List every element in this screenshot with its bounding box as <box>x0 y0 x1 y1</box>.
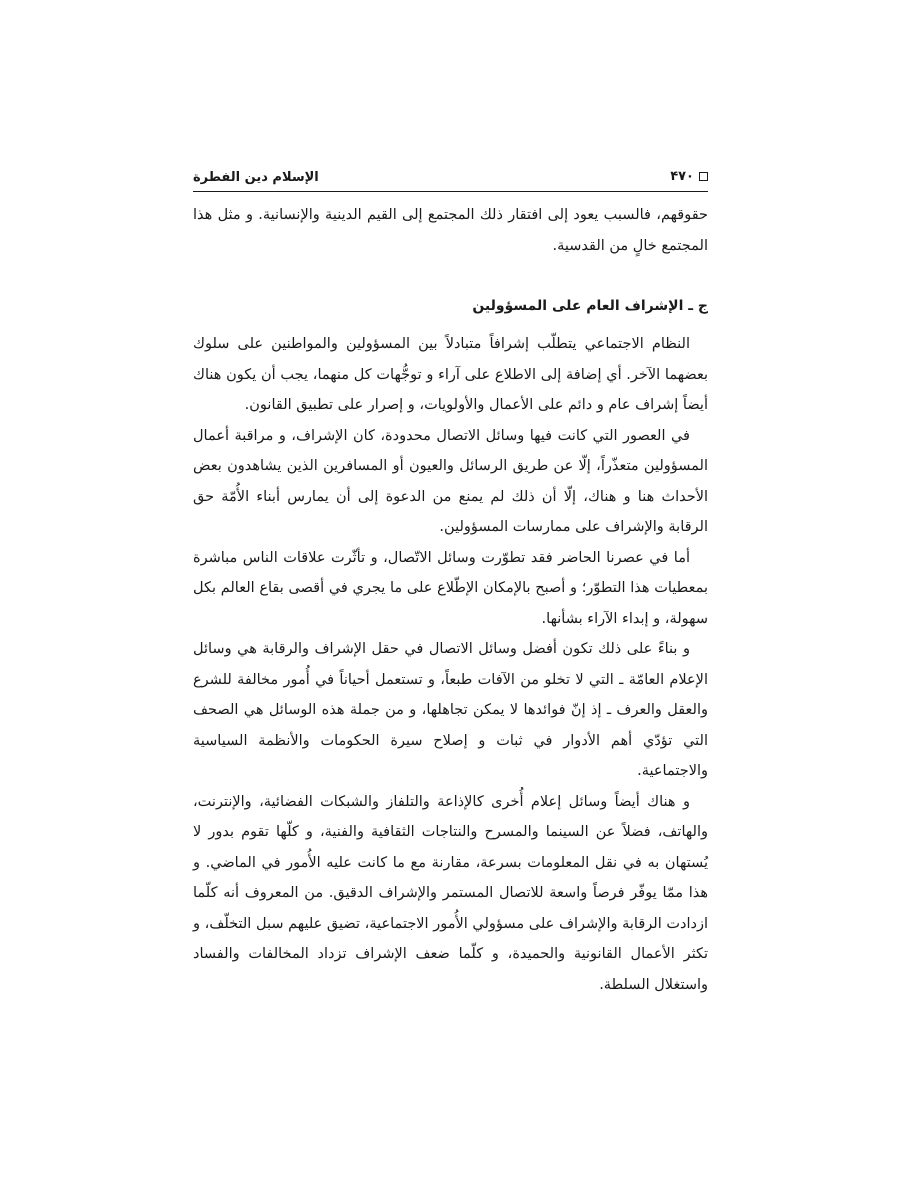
book-title: الإسلام دين الفطرة <box>193 170 319 185</box>
paragraph: و بناءً على ذلك تكون أفضل وسائل الاتصال في حقل الإشراف والرقابة هي وسائل الإعلام العامّة ـ التي لا تخلو من الآفات طبعاً، و تستعمل أحياناً في أُمور مخالفة للشرع والعقل والعرف ـ إذ إنّ فوائدها لا يمكن تجاهلها، و من جملة هذه الوسائل هي الصحف التي تؤدّي أهم الأدوار في ثبات و إصلاح سيرة الحكومات والأنظمة السياسية والاجتماعية. <box>193 641 708 779</box>
header-rule <box>193 191 708 192</box>
paragraph: و هناك أيضاً وسائل إعلام أُخرى كالإذاعة والتلفاز والشبكات الفضائية، والإنترنت، والهاتف، فضلاً عن السينما والمسرح والنتاجات الثقافية والفنية، و كلّها تقوم بدور لا يُستهان به في نقل المعلومات بسرعة، مقارنة مع ما كانت عليه الأُمور في الماضي. و هذا ممّا يوفّر فرصاً واسعة للاتصال المستمر والإشراف الدقيق. من المعروف أنه كلّما ازدادت الرقابة والإشراف على مسؤولي الأُمور الاجتماعية، تضيق عليهم سبل التخلّف، و تكثر الأعمال القانونية والحميدة، و كلّما ضعف الإشراف تزداد المخالفات والفساد واستغلال السلطة. <box>193 793 708 993</box>
square-box-icon <box>699 172 708 181</box>
paragraph: النظام الاجتماعي يتطلّب إشرافاً متبادلاً بين المسؤولين والمواطنين على سلوك بعضهما الآخر. أي إضافة إلى الاطلاع على آراء و توجُّهات كل منهما، يجب أن يكون هناك أيضاً إشراف عام و دائم على الأعمال والأولويات، و إصرار على تطبيق القانون. <box>193 336 708 413</box>
page-number: ۴۷۰ <box>670 169 694 184</box>
page-number-block <box>670 169 708 184</box>
paragraph: أما في عصرنا الحاضر فقد تطوّرت وسائل الاتّصال، و تأثّرت علاقات الناس مباشرة بمعطيات هذا التطوّر؛ و أصبح بالإمكان الإطّلاع على ما يجري في أقصى بقاع العالم بكل سهولة، و إبداء الآراء بشأنها. <box>193 549 708 627</box>
paragraph: في العصور التي كانت فيها وسائل الاتصال محدودة، كان الإشراف، و مراقبة أعمال المسؤولين متعذّراً، إلّا عن طريق الرسائل والعيون أو المسافرين الذين يشاهدون بعض الأحداث هنا و هناك، إلّا أن ذلك لم يمنع من الدعوة إلى أن يمارس أبناء الأُمّة حق الرقابة والإشراف على ممارسات المسؤولين. <box>193 427 708 535</box>
section-heading: ج ـ الإشراف العام على المسؤولين <box>472 298 708 314</box>
running-header <box>193 160 708 194</box>
page-body <box>193 200 708 1000</box>
book-page <box>193 160 708 1000</box>
paragraph-intro: حقوقهم، فالسبب يعود إلى افتقار ذلك المجتمع إلى القيم الدينية والإنسانية. و مثل هذا المجتمع خالٍ من القدسية. <box>193 207 708 254</box>
